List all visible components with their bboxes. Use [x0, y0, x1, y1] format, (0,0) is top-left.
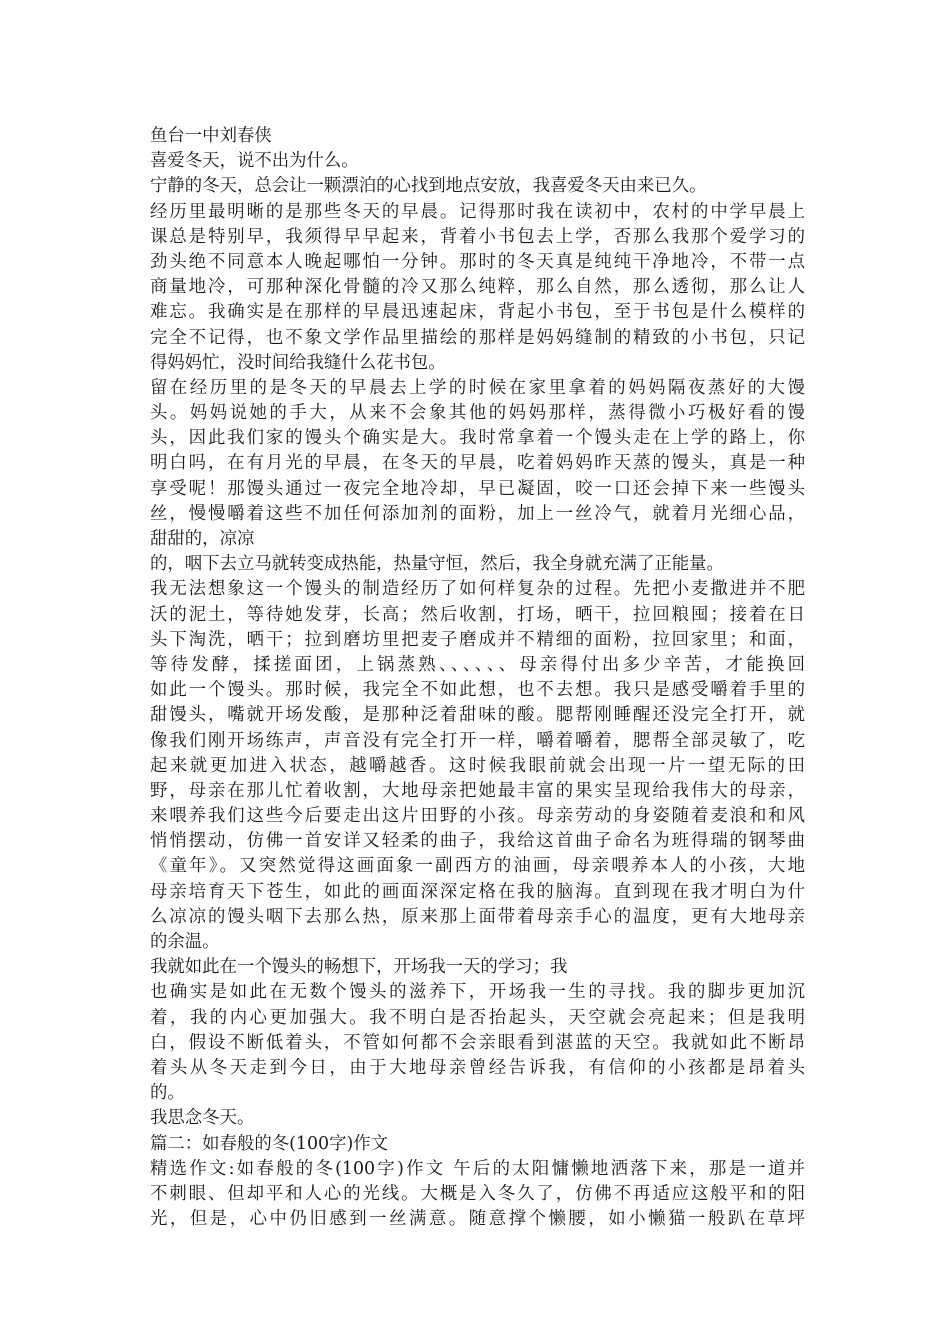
text-line: 头，因此我们家的馒头个确实是大。我时常拿着一个馒头走在上学的路上，你	[150, 428, 805, 449]
text-line: 的。	[150, 1083, 185, 1104]
text-line: 喜爱冬天，说不出为什么。	[150, 151, 359, 172]
text-line: 母亲培育天下苍生，如此的画面深深定格在我的脑海。直到现在我才明白为什	[150, 881, 805, 902]
text-line: 白，假设不断低着头，不管如何都不会亲眼看到湛蓝的天空。我就如此不断昂	[150, 1032, 805, 1053]
text-line: 野，母亲在那儿忙着收割，大地母亲把她最丰富的果实呈现给我伟大的母亲，	[150, 780, 805, 801]
text-line: 等待发酵，揉搓面团，上锅蒸熟、、、、、、母亲得付出多少辛苦，才能换回	[150, 654, 805, 675]
text-line: 我就如此在一个馒头的畅想下，开场我一天的学习；我	[150, 957, 568, 978]
text-line: 来喂养我们这些今后要走出这片田野的小孩。母亲劳动的身姿随着麦浪和和风	[150, 806, 805, 827]
text-line: 丝，慢慢嚼着这些不加任何添加剂的面粉，加上一丝冷气，就着月光细心品，	[150, 503, 805, 524]
text-line: 也确实是如此在无数个馒头的滋养下，开场我一生的寻找。我的脚步更加沉	[150, 982, 805, 1003]
text-line: 不刺眼、但却平和人心的光线。大概是入冬久了，仿佛不再适应这般平和的阳	[150, 1183, 805, 1204]
text-line: 精选作文:如春般的冬(100字)作文 午后的太阳慵懒地洒落下来，那是一道并	[150, 1158, 805, 1179]
text-line: 光，但是，心中仍旧感到一丝满意。随意撑个懒腰，如小懒猫一般趴在草坪	[150, 1209, 805, 1230]
text-line: 的余温。	[150, 932, 220, 952]
text-line: 鱼台一中刘春侠	[150, 126, 272, 146]
text-line: 着，我的内心更加强大。我不明白是否抬起头，天空就会亮起来；但是我明	[150, 1007, 805, 1028]
text-line: 像我们刚开场练声，声音没有完全打开一样，嚼着嚼着，腮帮全部灵敏了，吃	[150, 730, 805, 751]
document-body	[150, 124, 805, 1232]
text-line: 起来就更加进入状态，越嚼越香。这时候我眼前就会出现一片一望无际的田	[150, 755, 805, 776]
text-line: 商量地冷，可那种深化骨髓的冷又那么纯粹，那么自然，那么透彻，那么让人	[150, 277, 805, 298]
text-line: 我思念冬天。	[150, 1108, 255, 1129]
text-line: 着头从冬天走到今日，由于大地母亲曾经告诉我，有信仰的小孩都是昂着头	[150, 1057, 805, 1078]
text-line: 难忘。我确实是在那样的早晨迅速起床，背起小书包，至于书包是什么模样的	[150, 302, 805, 323]
text-line: 头下淘洗，晒干；拉到磨坊里把麦子磨成并不精细的面粉，拉回家里；和面，	[150, 629, 805, 650]
text-line: 沃的泥土，等待她发芽，长高；然后收割，打场，晒干，拉回粮囤；接着在日	[150, 604, 805, 625]
text-line: 如此一个馒头。那时候，我完全不如此想，也不去想。我只是感受嚼着手里的	[150, 680, 805, 701]
text-line: 甜甜的，凉凉	[150, 529, 255, 549]
text-line: 头。妈妈说她的手大，从来不会象其他的妈妈那样，蒸得微小巧极好看的馒	[150, 403, 805, 424]
text-line: 经历里最明晰的是那些冬天的早晨。记得那时我在读初中，农村的中学早晨上	[150, 201, 805, 222]
text-line: 篇二：如春般的冬(100字)作文	[150, 1133, 389, 1154]
text-line: 我无法想象这一个馒头的制造经历了如何样复杂的过程。先把小麦撒进并不肥	[150, 579, 805, 600]
text-line: 明白吗，在有月光的早晨，在冬天的早晨，吃着妈妈昨天蒸的馒头，真是一种	[150, 453, 805, 474]
text-line: 宁静的冬天，总会让一颗漂泊的心找到地点安放，我喜爱冬天由来已久。	[150, 176, 707, 197]
text-line: 甜馒头，嘴就开场发酸，是那种泛着甜味的酸。腮帮刚睡醒还没完全打开，就	[150, 705, 805, 726]
text-line: 劲头绝不同意本人晚起哪怕一分钟。那时的冬天真是纯纯干净地冷，不带一点	[150, 251, 805, 272]
text-line: 享受呢！那馒头通过一夜完全地冷却，早已凝固，咬一口还会掉下来一些馒头	[150, 478, 805, 499]
text-line: 的，咽下去立马就转变成热能，热量守恒，然后，我全身就充满了正能量。	[150, 554, 724, 575]
text-line: 完全不记得，也不象文学作品里描绘的那样是妈妈缝制的精致的小书包，只记	[150, 327, 805, 348]
text-line: 悄悄摆动，仿佛一首安详又轻柔的曲子，我给这首曲子命名为班得瑞的钢琴曲	[150, 831, 805, 852]
text-line: 《童年》。又突然觉得这画面象一副西方的油画，母亲喂养本人的小孩，大地	[150, 856, 805, 877]
text-line: 么凉凉的馒头咽下去那么热，原来那上面带着母亲手心的温度，更有大地母亲	[150, 906, 805, 927]
text-line: 得妈妈忙，没时间给我缝什么花书包。	[150, 352, 446, 373]
text-line: 留在经历里的是冬天的早晨去上学的时候在家里拿着的妈妈隔夜蒸好的大馒	[150, 377, 805, 398]
text-line: 课总是特别早，我须得早早起来，背着小书包去上学，否那么我那个爱学习的	[150, 226, 805, 247]
